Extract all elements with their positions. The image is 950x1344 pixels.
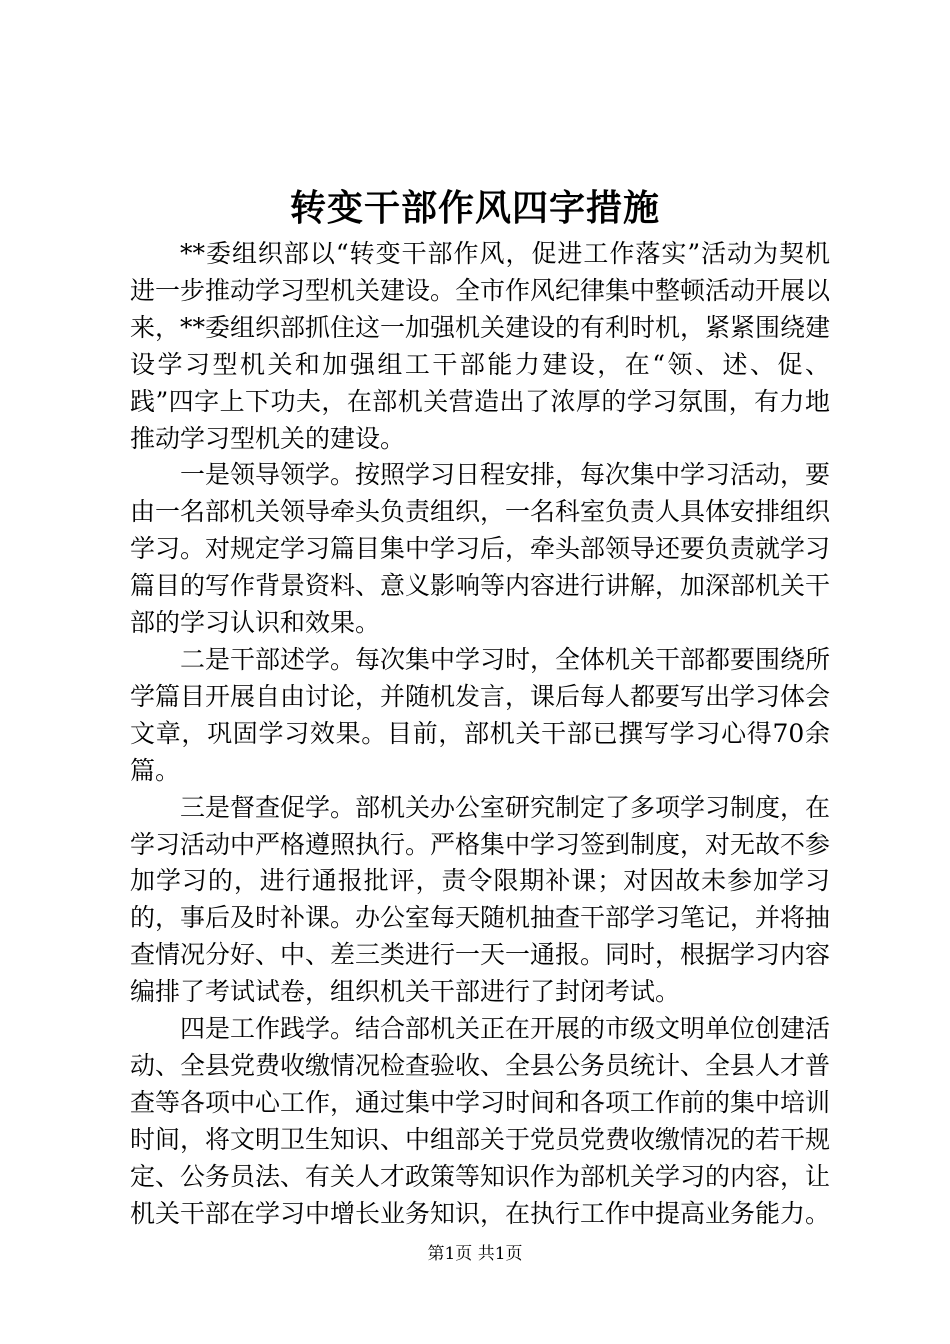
paragraph-leader-study: 一是领导领学。按照学习日程安排，每次集中学习活动，要由一名部机关领导牵头负责组织，一名科室负责人具体安排组织学习。对规定学习篇目集中学习后，牵头部领导还要负责就学习篇目的写作背景资料、意义影响等内容进行讲解，加深部机关干部的学习认识和效果。	[130, 460, 831, 638]
paragraph-supervision: 三是督查促学。部机关办公室研究制定了多项学习制度，在学习活动中严格遵照执行。严格集中学习签到制度，对无故不参加学习的，进行通报批评，责令限期补课；对因故未参加学习的，事后及时补课。办公室每天随机抽查干部学习笔记，并将抽查情况分好、中、差三类进行一天一通报。同时，根据学习内容编排了考试试卷，组织机关干部进行了封闭考试。	[130, 792, 831, 1007]
paragraph-intro: **委组织部以“转变干部作风，促进工作落实”活动为契机进一步推动学习型机关建设。全市作风纪律集中整顿活动开展以来，**委组织部抓住这一加强机关建设的有利时机，紧紧围绕建设学习型机关和加强组工干部能力建设，在“领、述、促、践”四字上下功夫，在部机关营造出了浓厚的学习氛围，有力地推动学习型机关的建设。	[130, 239, 831, 453]
page-number-footer: 第1页 共1页	[427, 1244, 523, 1264]
paragraph-practice: 四是工作践学。结合部机关正在开展的市级文明单位创建活动、全县党费收缴情况检查验收、全县公务员统计、全县人才普查等各项中心工作，通过集中学习时间和各项工作前的集中培训时间，将文明卫生知识、中组部关于党员党费收缴情况的若干规定、公务员法、有关人才政策等知识作为部机关学习的内容，让机关干部在学习中增长业务知识，在执行工作中提高业务能力。	[130, 1014, 831, 1228]
document-body	[130, 236, 830, 1232]
document-title: 转变干部作风四字措施	[289, 187, 660, 229]
paragraph-cadre-discussion: 二是干部述学。每次集中学习时，全体机关干部都要围绕所学篇目开展自由讨论，并随机发言，课后每人都要写出学习体会文章，巩固学习效果。目前，部机关干部已撰写学习心得70余篇。	[130, 644, 831, 785]
